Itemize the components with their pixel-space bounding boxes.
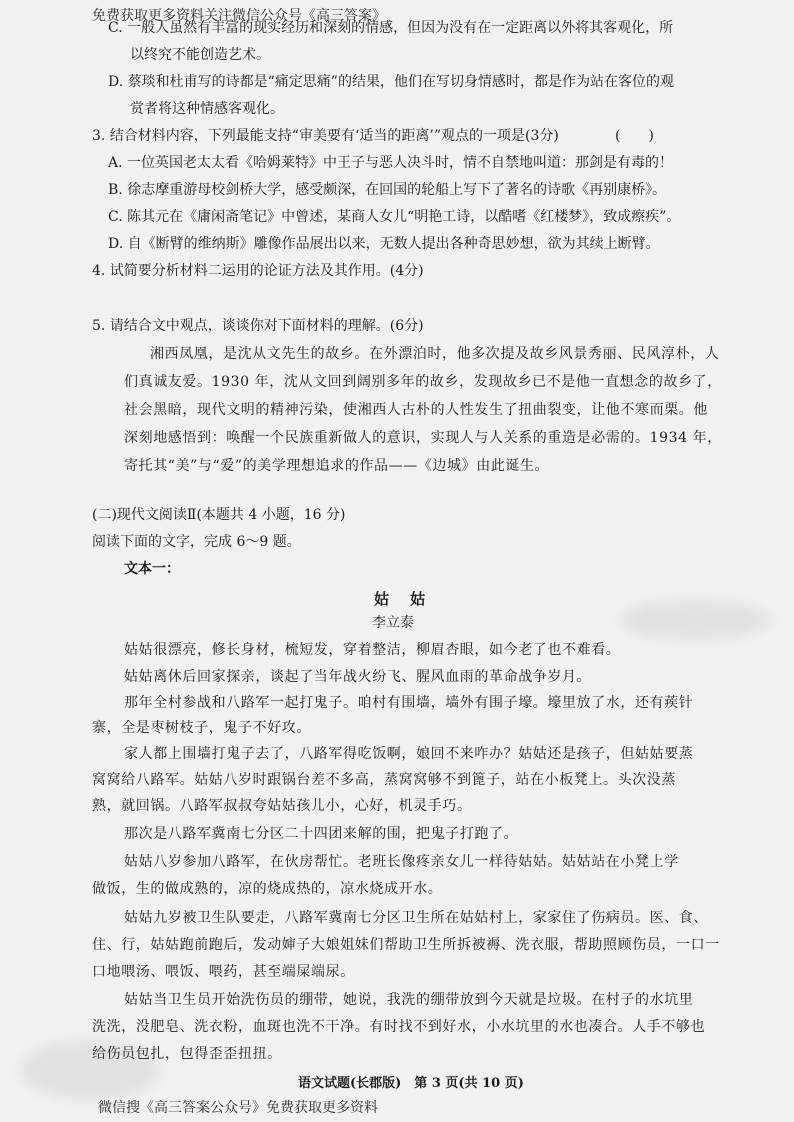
- story-line: 姑姑很漂亮，修长身材，梳短发，穿着整洁，柳眉杏眼，如今老了也不难看。: [124, 642, 621, 658]
- q2-option-c-line1: C. 一般人虽然有丰富的现实经历和深刻的情感，但因为没有在一定距离以外将其客观化，所: [108, 20, 674, 36]
- story-line: 口地喂汤、喂饭、喂药，甚至端屎端尿。: [92, 964, 355, 980]
- scan-smudge: [620, 600, 770, 640]
- story-line: 给伤员包扎，包得歪歪扭扭。: [92, 1046, 282, 1062]
- section-heading: (二)现代文阅读Ⅱ(本题共 4 小题，16 分): [92, 507, 346, 523]
- q5-material-line: 寄托其“美”与“爱”的美学理想追求的作品——《边城》由此诞生。: [124, 458, 550, 474]
- watermark-top: 免费获取更多资料关注微信公众号《高三答案》: [92, 8, 386, 24]
- q3-option-d: D. 自《断臂的维纳斯》雕像作品展出以来，无数人提出各种奇思妙想，欲为其续上断臂。: [108, 236, 660, 252]
- q4-stem: 4. 试简要分析材料二运用的论证方法及其作用。(4分): [92, 263, 424, 279]
- q5-stem: 5. 请结合文中观点，谈谈你对下面材料的理解。(6分): [92, 318, 424, 334]
- q3-option-c: C. 陈其元在《庸闲斋笔记》中曾述，某商人女儿“明艳工诗，以酷嗜《红楼梦》，致成瘵疾”。: [108, 209, 681, 225]
- story-line: 那年全村参战和八路军一起打鬼子。咱村有围墙，墙外有围子壕。壕里放了水，还有蒺针: [124, 695, 694, 711]
- section-instruction: 阅读下面的文字，完成 6～9 题。: [92, 534, 301, 550]
- text-label: 文本一：: [124, 561, 180, 577]
- story-line: 窝窝给八路军。姑姑八岁时跟锅台差不多高，蒸窝窝够不到篦子，站在小板凳上。头次没蒸: [92, 772, 676, 788]
- story-line: 姑姑九岁被卫生队要走，八路军冀南七分区卫生所在姑姑村上，家家住了伤病员。医、食、: [124, 910, 708, 926]
- q5-material-line: 社会黑暗，现代文明的精神污染，使湘西人古朴的人性发生了扭曲裂变，让他不寒而栗。他: [124, 402, 708, 418]
- q3-option-a: A. 一位英国老太太看《哈姆莱特》中王子与恶人决斗时，情不自禁地叫道：那剑是有毒的！: [108, 155, 674, 171]
- story-author: 李立泰: [372, 615, 414, 631]
- story-line: 熟，就回锅。八路军叔叔夸姑姑孩儿小，心好，机灵手巧。: [92, 798, 472, 814]
- story-line: 那次是八路军冀南七分区二十四团来解的围，把鬼子打跑了。: [124, 826, 519, 842]
- story-line: 住、行，姑姑跑前跑后，发动婶子大娘姐妹们帮助卫生所拆被褥、洗衣服，帮助照顾伤员，一口一: [92, 937, 720, 953]
- q2-option-d-line2: 赏者将这种情感客观化。: [130, 101, 284, 117]
- story-line: 寨，全是枣树枝子，鬼子不好攻。: [92, 720, 311, 736]
- story-line: 洗洗，没肥皂、洗衣粉，血斑也洗不干净。有时找不到好水，小水坑里的水也凑合。人手不够也: [92, 1019, 706, 1035]
- q3-option-b: B. 徐志摩重游母校剑桥大学，感受颇深，在回国的轮船上写下了著名的诗歌《再别康桥》。: [108, 182, 667, 198]
- page-footer: 语文试题(长郡版) 第 3 页(共 10 页): [298, 1076, 524, 1091]
- q2-option-d-line1: D. 蔡琰和杜甫写的诗都是“痛定思痛”的结果，他们在写切身情感时，都是作为站在客位的观: [108, 74, 674, 90]
- q2-option-c-line2: 以终究不能创造艺术。: [130, 47, 270, 63]
- watermark-bottom: 微信搜《高三答案公众号》免费获取更多资料: [98, 1100, 378, 1116]
- story-line: 姑姑八岁参加八路军，在伙房帮忙。老班长像疼亲女儿一样待姑姑。姑姑站在小凳上学: [124, 854, 679, 870]
- q3-stem: 3. 结合材料内容，下列最能支持“审美要有‘适当的距离’”观点的一项是(3分): [92, 128, 559, 144]
- story-title: 姑 姑: [374, 590, 434, 608]
- q5-material-line: 湘西凤凰，是沈从文先生的故乡。在外漂泊时，他多次提及故乡风景秀丽、民风淳朴，人: [150, 346, 720, 362]
- story-line: 姑姑离休后回家探亲，谈起了当年战火纷飞、腥风血雨的革命战争岁月。: [124, 669, 592, 685]
- story-line: 家人都上围墙打鬼子去了，八路军得吃饭啊，娘回不来咋办？姑姑还是孩子，但姑姑要蒸: [124, 746, 694, 762]
- q5-material-line: 深刻地感悟到：唤醒一个民族重新做人的意识，实现人与人关系的重造是必需的。1934 年，: [124, 430, 722, 446]
- q5-material-line: 们真诚友爱。1930 年，沈从文回到阔别多年的故乡，发现故乡已不是他一直想念的故乡了，: [124, 374, 722, 390]
- story-line: 姑姑当卫生员开始洗伤员的绷带，她说，我洗的绷带放到今天就是垃圾。在村子的水坑里: [124, 992, 694, 1008]
- answer-bracket: ( ): [615, 128, 654, 144]
- story-line: 做饭，生的做成熟的，凉的烧成热的，凉水烧成开水。: [92, 881, 443, 897]
